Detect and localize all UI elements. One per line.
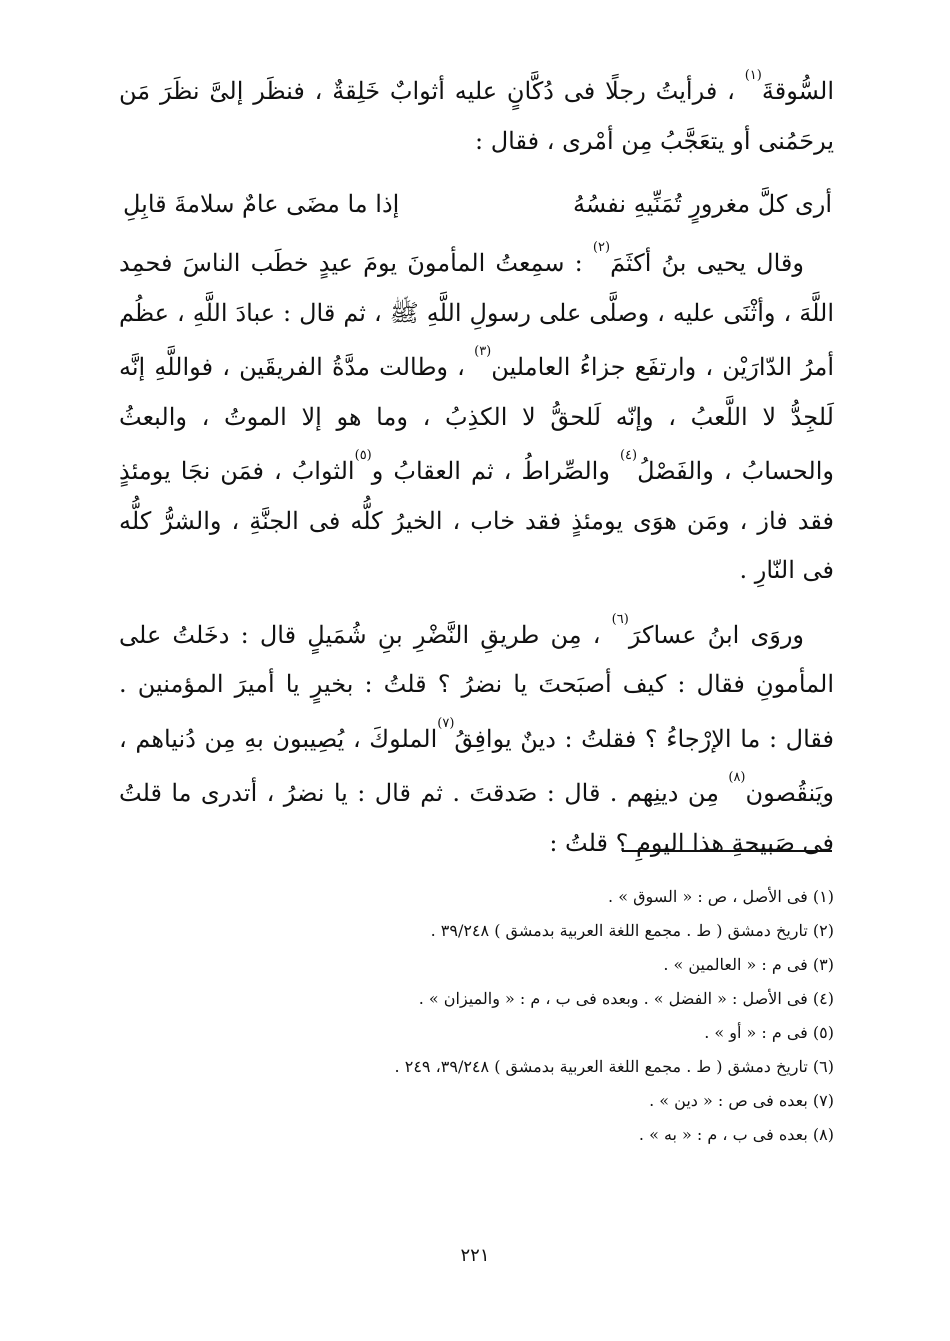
footnote-5: (٥) فى م : « أو » .: [704, 1023, 834, 1042]
footnote-ref-8[interactable]: (٨): [728, 770, 746, 785]
text-run: السُّوقةَ: [761, 77, 834, 105]
text-run: الملوكَ ، يُصِيبون بهِ مِن دُنياهم ، ويَنقُصون: [119, 724, 834, 807]
footnote-1: (١) فى الأصل ، ص : « السوق » .: [608, 887, 834, 906]
text-run: مِن دينِهم . قال : صَدقتَ . ثم قال : يا نضرُ ، أتدرى ما قلتُ فى صَبيحةِ هذا اليومِ ؟ قلتُ :: [119, 779, 834, 857]
footnote-7: (٧) بعده فى ص : « دين » .: [649, 1091, 834, 1110]
footnote-2: (٢) تاريخ دمشق ( ط . مجمع اللغة العربية بدمشق ) ٣٩/٢٤٨ .: [430, 921, 834, 940]
paragraph-3: [119, 606, 834, 869]
poetry-verse: [119, 184, 834, 224]
footnote-4: (٤) فى الأصل : « الفضل » . وبعده فى ب ، م : « والميزان » .: [418, 989, 834, 1008]
text-run: ، وطالت مدَّةُ الفريقَين ، فواللَّهِ إنَّه لَلجِدُّ لا اللَّعبُ ، وإنّه لَلحقُّ لا الكذِبُ ، وما هو إلا الموتُ ، والبعثُ والحسابُ ، والفَصْلُ: [119, 353, 834, 485]
main-text: [119, 62, 834, 868]
verse-second-hemistich: إذا ما مضَى عامٌ سلامةَ قابِلِ: [123, 190, 400, 218]
text-run: : سمِعتُ المأمونَ يومَ عيدٍ خطَب الناسَ فحمِد اللَّهَ ، وأثْنَى عليه ، وصلَّى على رسولِ اللَّهِ ﷺ ، ثم قال : عبادَ اللَّهِ ، عظُم أمرُ الدّارَيْن ، وارتفَع جزاءُ العاملين: [119, 249, 834, 381]
footnote-3: (٣) فى م : « العالمين » .: [663, 955, 834, 974]
footnote-ref-6[interactable]: (٦): [611, 611, 629, 627]
page-number: ٢٢١: [460, 1245, 490, 1266]
footnote-separator: [622, 850, 832, 852]
footnote-ref-3[interactable]: (٣): [474, 344, 492, 359]
footnotes-list: [119, 880, 834, 1152]
footnote-ref-1[interactable]: (١): [744, 68, 762, 83]
text-run: الثوابُ ، فمَن نجَا يومئذٍ فقد فاز ، ومَن هوَى يومئذٍ فقد خاب ، الخيرُ كلُّه فى الجنَّةِ ، والشرُّ كلُّه فى النّارِ .: [119, 457, 834, 584]
text-run: وقال يحيى بنُ أكثَمَ: [610, 249, 804, 277]
footnote-ref-5[interactable]: (٥): [354, 448, 372, 463]
paragraph-2: [119, 234, 834, 596]
text-run: والصِّراطُ ، ثم العقابُ و: [371, 457, 610, 485]
text-run: وروَى ابنُ عساكرَ: [628, 620, 804, 649]
footnote-8: (٨) بعده فى ب ، م : « به » .: [638, 1125, 834, 1144]
footnote-6: (٦) تاريخ دمشق ( ط . مجمع اللغة العربية بدمشق ) ٣٩/٢٤٨، ٢٤٩ .: [394, 1057, 834, 1076]
footnote-ref-7[interactable]: (٧): [437, 715, 455, 731]
text-run: ، مِن طريقِ النَّضْرِ بنِ شُمَيلٍ قال : دخَلتُ على المأمونِ فقال : كيف أصبَحتَ يا نضرُ ؟ قلتُ : بخيرٍ يا أميرَ المؤمنين . فقال : ما الإرْجاءُ ؟ فقلتُ : دينٌ يوافِقُ: [119, 620, 835, 753]
footnote-ref-4[interactable]: (٤): [619, 448, 638, 463]
verse-first-hemistich: أرى كلَّ مغرورٍ تُمَنِّيهِ نفسُهُ: [572, 190, 832, 218]
paragraph-1: [119, 62, 834, 166]
footnote-ref-2[interactable]: (٢): [592, 240, 611, 255]
text-run: ، فرأيتُ رجلًا فى دُكَّانٍ عليه أثوابٌ خَلِقةٌ ، فنظَر إلىَّ نظَرَ مَن يرحَمُنى أو يتعَجَّبُ مِن أمْرى ، فقال :: [119, 77, 834, 155]
